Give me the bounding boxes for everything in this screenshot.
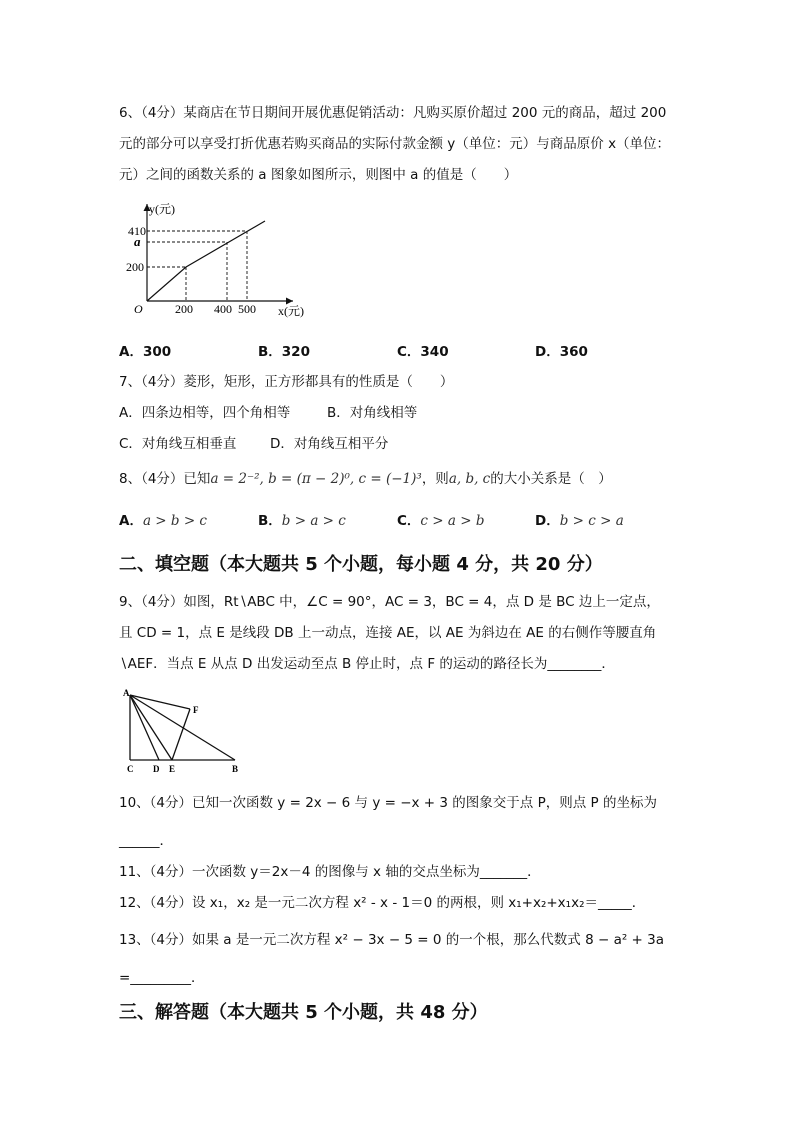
fig-label-f: F xyxy=(193,705,199,715)
graph-xtick-400: 400 xyxy=(214,302,232,316)
q9-triangle-figure xyxy=(118,686,248,776)
fig-label-d: D xyxy=(153,764,160,774)
q9-line-1: 9、（4分）如图，Rt∖ABC 中，∠C = 90°，AC = 3，BC = 4，点 D 是 BC 边上一定点， xyxy=(119,594,660,610)
q6-option-d: D．360 xyxy=(535,344,588,360)
q7-option-d: D．对角线互相平分 xyxy=(270,436,389,452)
q7-option-c: C．对角线互相垂直 xyxy=(119,436,237,452)
q8-mid: ，则 xyxy=(421,471,449,487)
graph-xtick-500: 500 xyxy=(238,302,256,316)
section-2-heading: 二、填空题（本大题共 5 个小题，每小题 4 分，共 20 分） xyxy=(119,554,603,575)
q6-option-a: A．300 xyxy=(119,344,172,360)
q9-line-2: 且 CD = 1，点 E 是线段 DB 上一动点，连接 AE，以 AE 为斜边在 AE 的右侧作等腰直角 xyxy=(119,625,657,641)
q6-option-b: B．320 xyxy=(258,344,310,360)
q8-option-d: D．b > c > a xyxy=(535,513,624,529)
q8-suffix: 的大小关系是（ ） xyxy=(490,471,612,487)
q9-line-3: ∖AEF．当点 E 从点 D 出发运动至点 B 停止时，点 F 的运动的路径长为________． xyxy=(119,656,615,672)
q8-given-math: a = 2⁻², b = (π − 2)⁰, c = (−1)³ xyxy=(210,471,422,487)
q12: 12、（4分）设 x₁，x₂ 是一元二次方程 x² - x - 1＝0 的两根，则 x₁+x₂+x₁x₂＝_____． xyxy=(119,895,646,911)
section-3-heading: 三、解答题（本大题共 5 个小题，共 48 分） xyxy=(119,1002,488,1023)
fig-label-a: A xyxy=(123,688,130,698)
graph-origin: O xyxy=(134,302,143,316)
q8-vars: a, b, c xyxy=(448,471,491,487)
graph-ytick-a: a xyxy=(134,234,141,249)
q7-option-a: A．四条边相等，四个角相等 xyxy=(119,405,291,421)
q8-prefix: 8、（4分）已知 xyxy=(119,471,211,487)
q10-line-2: ______． xyxy=(119,833,173,849)
q6-option-c: C．340 xyxy=(397,344,449,360)
q8-option-c: C．c > a > b xyxy=(397,513,485,529)
graph-xtick-200: 200 xyxy=(175,302,193,316)
q6-line-3: 元）之间的函数关系的 a 图象如图所示，则图中 a 的值是（ ） xyxy=(119,167,518,183)
q7-stem: 7、（4分）菱形，矩形，正方形都具有的性质是（ ） xyxy=(119,374,454,390)
graph-xlabel: x(元) xyxy=(278,304,304,318)
q8-option-b: B．b > a > c xyxy=(258,513,346,529)
graph-ylabel: y(元) xyxy=(149,202,175,216)
fig-label-c: C xyxy=(127,764,134,774)
q11: 11、（4分）一次函数 y＝2x－4 的图像与 x 轴的交点坐标为_______． xyxy=(119,864,541,880)
q10-line-1: 10、（4分）已知一次函数 y = 2x − 6 与 y = −x + 3 的图象交于点 P，则点 P 的坐标为 xyxy=(119,795,657,811)
q13-line-1: 13、（4分）如果 a 是一元二次方程 x² − 3x − 5 = 0 的一个根，那么代数式 8 − a² + 3a xyxy=(119,932,665,948)
q8-option-a: A．a > b > c xyxy=(119,513,207,529)
fig-label-e: E xyxy=(169,764,176,774)
q6-line-1: 6、（4分）某商店在节日期间开展优惠促销活动：凡购买原价超过 200 元的商品，超过 200 xyxy=(119,105,667,121)
fig-label-b: B xyxy=(232,764,239,774)
q7-option-b: B．对角线相等 xyxy=(327,405,418,421)
q8-stem xyxy=(119,469,612,489)
graph-ytick-410: 410 xyxy=(128,224,146,238)
graph-ytick-200: 200 xyxy=(126,260,144,274)
q13-line-2: =_________． xyxy=(119,970,205,986)
q6-function-graph xyxy=(128,198,318,326)
q6-line-2: 元的部分可以享受打折优惠若购买商品的实际付款金额 y（单位：元）与商品原价 x（单位： xyxy=(119,136,671,152)
